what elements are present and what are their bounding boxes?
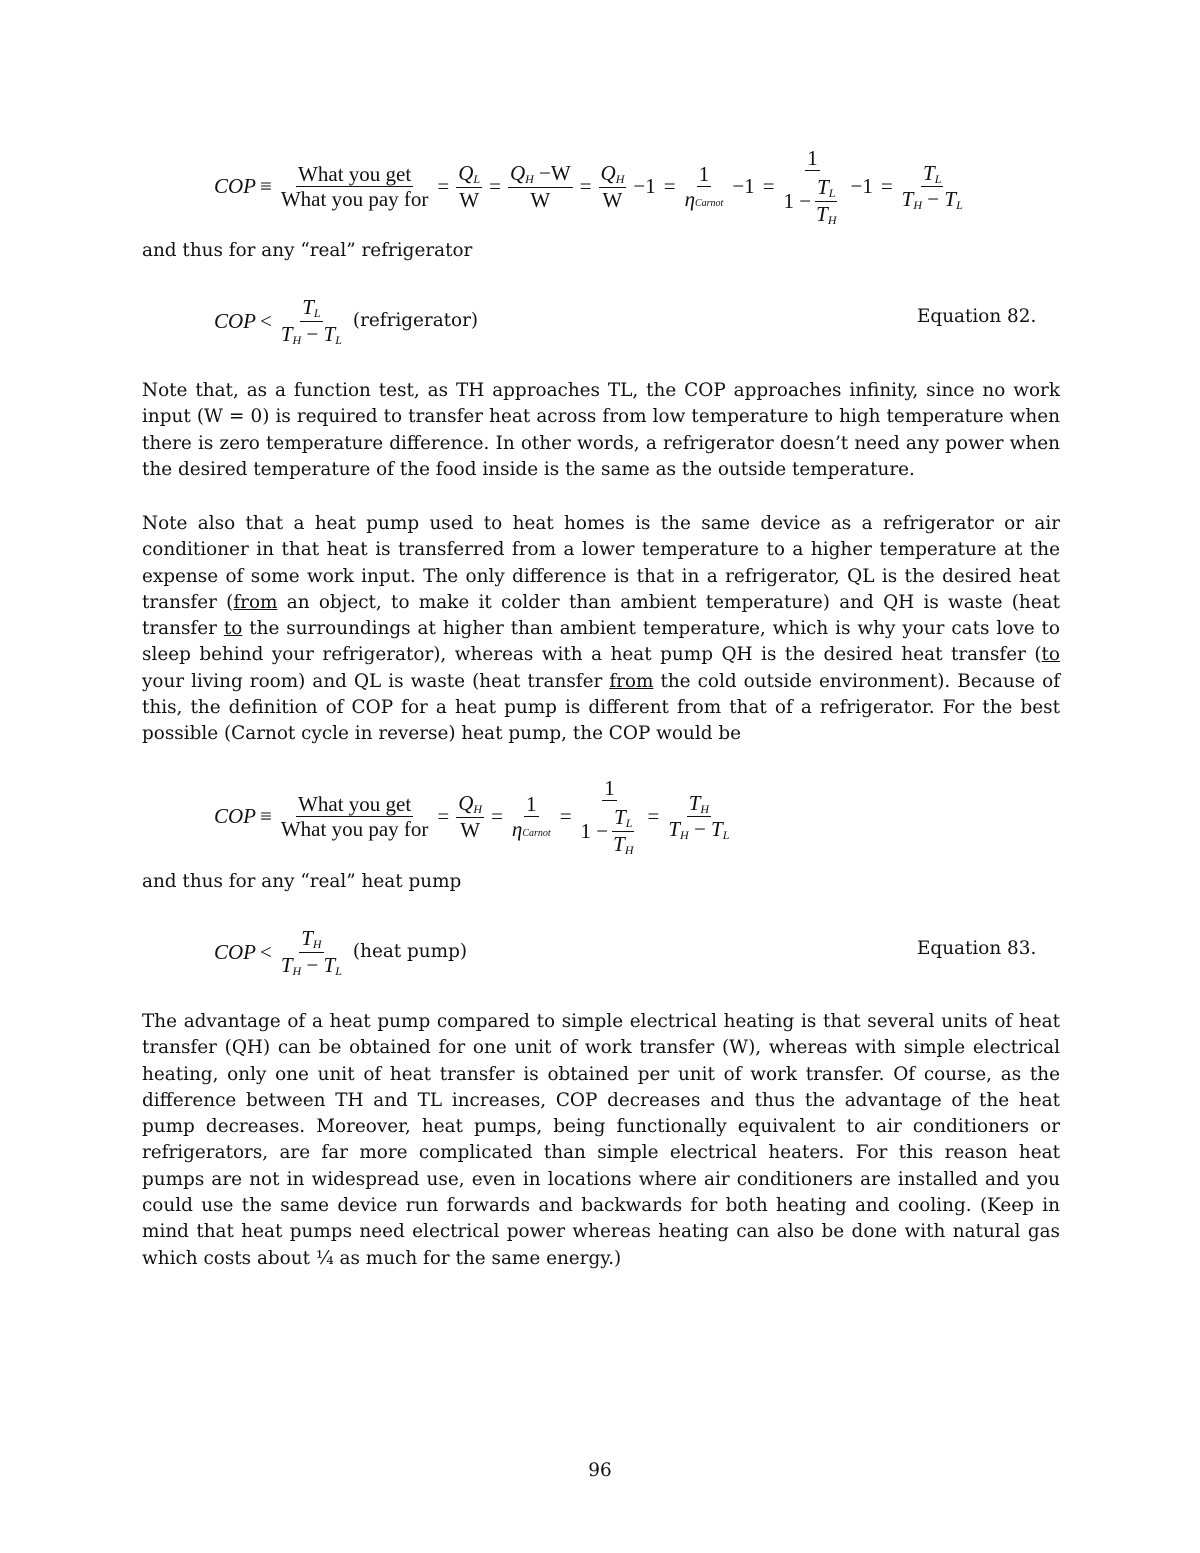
page-number: 96 [588, 1460, 612, 1481]
intro-heat-pump-text: and thus for any “real” heat pump [142, 871, 462, 892]
equation-heat-pump-cop-definition: COP ≡ $\frac{\text{What you get}}{\text{What you pay for}}$ = $\frac{Q_H}{W}$ = $\frac{1}{\text{ηCarnot}}$ = 1 1 − $\frac{T_L}{T_H}$ = $\frac{T_H}{T_H - T_L}$ [214, 776, 730, 857]
paragraph-function-test: Note that, as a function test, as TH approaches TL, the COP approaches infinity, since no work input (W = 0) is required to transfer heat across from low temperature to high temperature when there is zero temperature difference. In other words, a refrigerator doesn’t need any power when the desired temperature of the food inside is the same as the outside temperature. [142, 380, 1060, 480]
equation-83-label: Equation 83. [917, 938, 1037, 959]
equation-82-refrigerator-limit: COP < $\frac{T_L}{T_H - T_L}$ (refrigerator) [214, 295, 479, 347]
paragraph-heat-pump-description: Note also that a heat pump used to heat homes is the same device as a refrigerator or air conditioner in that heat is transferred from a lower temperature to a higher temperature at the expense of some work input. The only difference is that in a refrigerator, QL is the desired heat transfer (from an object, to make it colder than ambient temperature) and QH is waste (heat transfer to the surroundings at higher than ambient temperature, which is why your cats love to sleep behind your refrigerator), whereas with a heat pump QH is the desired heat transfer (to your living room) and QL is waste (heat transfer from the cold outside environment). Because of this, the definition of COP for a heat pump is different from that of a refrigerator. For the best possible (Carnot cycle in reverse) heat pump, the COP would be [142, 513, 1060, 745]
paragraph-heat-pump-advantage: The advantage of a heat pump compared to simple electrical heating is that several units of heat transfer (QH) can be obtained for one unit of work transfer (W), whereas with simple electrical heating, only one unit of heat transfer is obtained per unit of work transfer. Of course, as the difference between TH and TL increases, COP decreases and thus the advantage of the heat pump decreases. Moreover, heat pumps, being functionally equivalent to air conditioners or refrigerators, are far more complicated than simple electrical heaters. For this reason heat pumps are not in widespread use, even in locations where air conditioners are installed and you could use the same device run forwards and backwards for both heating and cooling. (Keep in mind that heat pumps need electrical power whereas heating can also be done with natural gas which costs about ¼ as much for the same energy.) [142, 1011, 1060, 1269]
equation-82-label: Equation 82. [917, 306, 1037, 327]
intro-refrigerator-text: and thus for any “real” refrigerator [142, 240, 473, 261]
equation-refrigerator-cop-definition: COP ≡ $\frac{\text{What you get}}{\text{What you pay for}}$ = $\frac{Q_L}{W}$ = $\frac{Q_H -W}{W}$ = $\frac{Q_H}{W}$ −1 = $\frac{1}{\text{ηCarnot}}$ −1 = 1 1 − $\frac{T_L}{T_H}$ −1 = $\frac{T_L}{T_H - T_L}$ [214, 146, 963, 227]
equation-83-heat-pump-limit: COP < $\frac{T_H}{T_H - T_L}$ (heat pump) [214, 926, 468, 978]
